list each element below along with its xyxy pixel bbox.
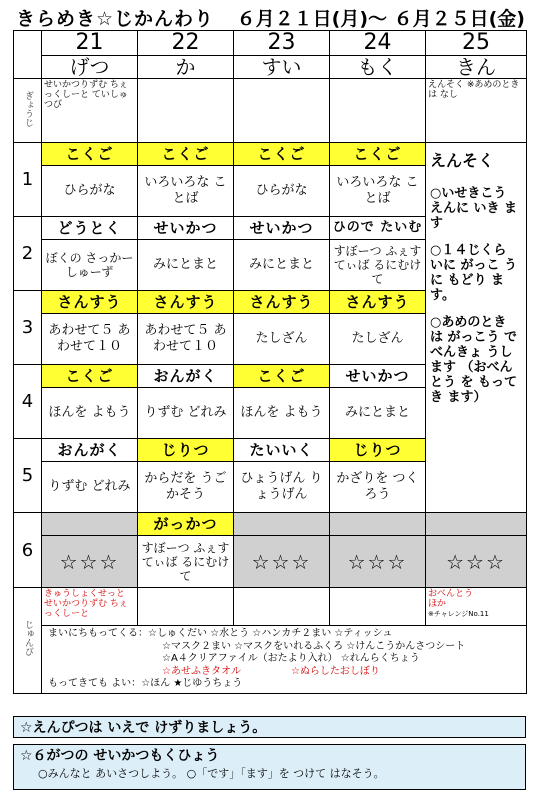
period-label: 1: [14, 143, 42, 217]
excursion-note: ○あめのとき は がっこう で べんきょ うします （おべんとう を もってき ます）: [430, 315, 518, 405]
content-cell: みにとまと: [330, 388, 426, 439]
day-name-row: [14, 56, 527, 79]
content-cell: たしざん: [234, 314, 330, 365]
content-cell: みにとまと: [138, 240, 234, 291]
content-cell: ひょうげん りょうげん: [234, 462, 330, 513]
subject-cell: こくご: [138, 143, 234, 166]
items-line: もってきても よい：☆ほん ★じゆうちょう: [48, 678, 243, 689]
junbi-tue: [138, 588, 234, 626]
subject-cell: じりつ: [138, 439, 234, 462]
items-cell: [42, 626, 527, 694]
subject-cell: こくご: [234, 365, 330, 388]
junbi-mon: [42, 588, 138, 626]
content-cell: いろいろな ことば: [138, 166, 234, 217]
excursion-note: ○いせきこう えんに いき ます: [430, 186, 518, 231]
gyoji-label: ぎょうじ: [14, 79, 42, 143]
day-number: 25: [426, 31, 527, 56]
day-name: きん: [426, 56, 527, 79]
junbi-wed: [234, 588, 330, 626]
junbi-item: ※チャレンジNo.11: [428, 610, 489, 618]
content-cell: いろいろな ことば: [330, 166, 426, 217]
subject-cell: ひので たいむ: [330, 217, 426, 240]
gyoji-wed: [234, 79, 330, 143]
day-number: 24: [330, 31, 426, 56]
items-line: ☆A４クリアファイル（おたより入れ） ☆れんらくちょう: [162, 653, 420, 664]
day-number: 22: [138, 31, 234, 56]
content-cell: かざりを つくろう: [330, 462, 426, 513]
subject-cell: さんすう: [330, 291, 426, 314]
gray-cell: [42, 513, 138, 536]
items-line: ☆あせふきタオル ☆ぬらしたおしぼり: [162, 665, 380, 677]
day-number: 21: [42, 31, 138, 56]
date-range: ６月２１日(月)～ ６月２５日(金): [236, 8, 525, 30]
subject-cell: さんすう: [234, 291, 330, 314]
content-cell: たしざん: [330, 314, 426, 365]
day-number: 23: [234, 31, 330, 56]
junbi-thu: [330, 588, 426, 626]
subject-cell: おんがく: [138, 365, 234, 388]
subject-cell: じりつ: [330, 439, 426, 462]
page-header: [16, 2, 525, 32]
stars-cell: ☆☆☆: [42, 536, 138, 588]
gyoji-mon: せいかつりずむ ちぇっくしーと ていしゅつび: [42, 79, 138, 143]
day-name: か: [138, 56, 234, 79]
junbi-row: [14, 588, 527, 626]
stars-cell: ☆☆☆: [234, 536, 330, 588]
gyoji-tue: [138, 79, 234, 143]
goal-text: ○みんなと あいさつしよう。 ○「です」「ます」を つけて はなそう。: [38, 767, 385, 780]
gray-cell: [426, 513, 527, 536]
content-cell: あわせて５ あわせて１０: [42, 314, 138, 365]
content-cell: ぼくの さっかー しゅーず: [42, 240, 138, 291]
content-cell: ひらがな: [234, 166, 330, 217]
period-label: 6: [14, 513, 42, 588]
content-cell: みにとまと: [234, 240, 330, 291]
gyoji-fri: えんそく ※あめのときは なし: [426, 79, 527, 143]
period-1-subject-row: [14, 143, 527, 166]
timetable: [13, 30, 527, 694]
content-cell: あわせて５ あわせて１０: [138, 314, 234, 365]
content-cell: からだを うごかそう: [138, 462, 234, 513]
gyoji-row: [14, 79, 527, 143]
subject-cell: せいかつ: [330, 365, 426, 388]
content-cell: ひらがな: [42, 166, 138, 217]
day-number-row: [14, 31, 527, 56]
friday-excursion-column: [426, 143, 527, 513]
goal-title: ☆６がつの せいかつもくひょう: [20, 748, 220, 764]
day-name: すい: [234, 56, 330, 79]
junbi-item: ほか: [428, 599, 447, 609]
subject-cell: せいかつ: [234, 217, 330, 240]
excursion-note: ○１４じくら いに がっこ うに もどり ます。: [430, 243, 518, 303]
subject-cell: おんがく: [42, 439, 138, 462]
subject-cell: こくご: [42, 143, 138, 166]
junbi-label: じゅんび: [14, 588, 42, 694]
gray-cell: [330, 513, 426, 536]
items-line: まいにちもってくる：☆しゅくだい ☆水とう ☆ハンカチ２まい ☆ティッシュ: [48, 628, 393, 639]
content-cell: すぼーつ ふぇすてぃば るにむけて: [138, 536, 234, 588]
period-6-subject-row: [14, 513, 527, 536]
period-label: 4: [14, 365, 42, 439]
items-row: [14, 626, 527, 694]
content-cell: ほんを よもう: [234, 388, 330, 439]
day-name: もく: [330, 56, 426, 79]
content-cell: りずむ どれみ: [138, 388, 234, 439]
period-label: 2: [14, 217, 42, 291]
subject-cell: さんすう: [42, 291, 138, 314]
gray-cell: [234, 513, 330, 536]
subject-cell: こくご: [42, 365, 138, 388]
junbi-item: きゅうしょくせっと: [44, 589, 125, 599]
stars-cell: ☆☆☆: [330, 536, 426, 588]
junbi-item: おべんとう: [428, 589, 474, 599]
day-name: げつ: [42, 56, 138, 79]
content-cell: すぼーつ ふぇすてぃば るにむけて: [330, 240, 426, 291]
items-line: ☆マスク２まい ☆マスクをいれるふくろ ☆けんこうかんさつシート: [162, 640, 466, 652]
gyoji-thu: [330, 79, 426, 143]
content-cell: りずむ どれみ: [42, 462, 138, 513]
period-label: 5: [14, 439, 42, 513]
subject-cell: せいかつ: [138, 217, 234, 240]
subject-cell: こくご: [330, 143, 426, 166]
notice-box: ☆えんぴつは いえで けずりましょう。: [13, 716, 526, 738]
stars-cell: ☆☆☆: [426, 536, 527, 588]
period-6-content-row: [14, 536, 527, 588]
junbi-fri: [426, 588, 527, 626]
subject-cell: さんすう: [138, 291, 234, 314]
corner-cell: [14, 31, 42, 79]
subject-cell: どうとく: [42, 217, 138, 240]
subject-cell: がっかつ: [138, 513, 234, 536]
subject-cell: こくご: [234, 143, 330, 166]
subject-cell: たいいく: [234, 439, 330, 462]
period-label: 3: [14, 291, 42, 365]
page-title: きらめき☆じかんわり: [16, 8, 215, 30]
goal-box: [13, 744, 526, 790]
content-cell: ほんを よもう: [42, 388, 138, 439]
excursion-title: えんそく: [430, 151, 495, 170]
junbi-item: せいかつりずむ ちぇっくしーと: [44, 599, 128, 619]
